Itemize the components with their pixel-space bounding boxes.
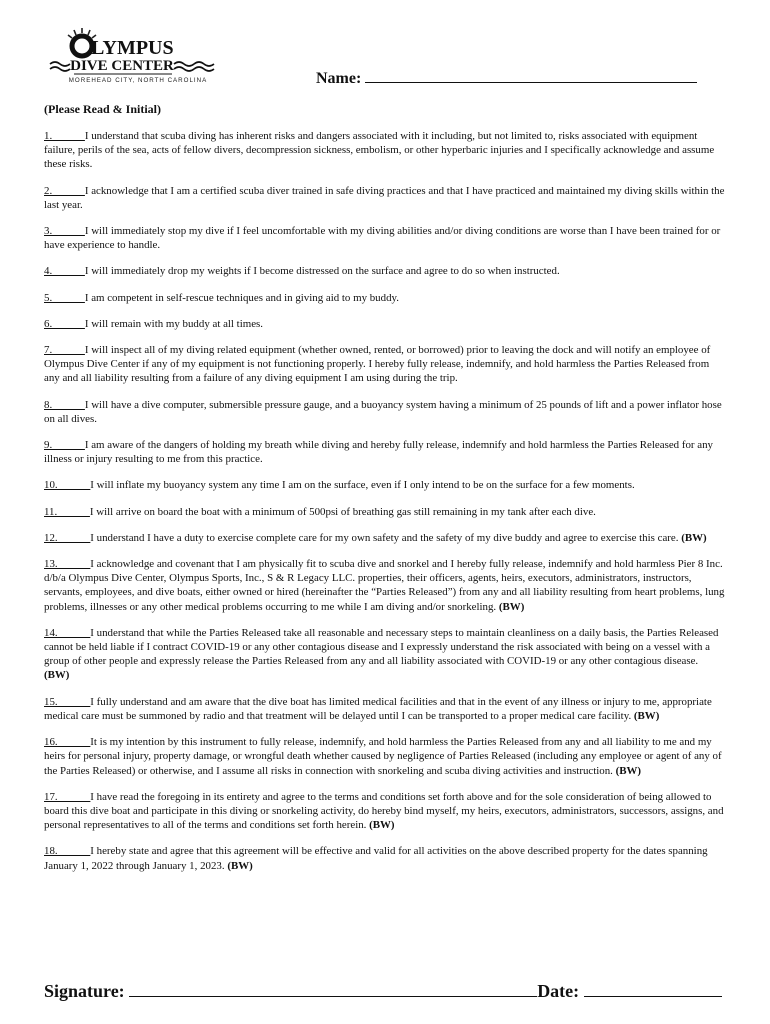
clause-5	[44, 291, 726, 305]
clause-text: I will immediately drop my weights if I become distressed on the surface and agree to do so when instructed.	[84, 265, 560, 278]
clause-tag: (BW)	[498, 600, 525, 613]
clause-text: I will inspect all of my diving related equipment (whether owned, rented, or borrowed) prior to leaving the dock and will notify an employee of Olympus Dive Center if any of my equipment is not functioning properly. I hereby fully release, indemnify, and hold harmless the Parties Released from any and all liability resulting from a failure of any diving equipment I am using during the trip.	[44, 344, 711, 385]
clause-tag: (BW)	[681, 531, 707, 544]
initial-blank[interactable]: 14.______	[44, 626, 91, 639]
initial-blank[interactable]: 18.______	[44, 845, 91, 858]
initial-blank[interactable]: 13.______	[44, 558, 91, 571]
read-initial-instruction: (Please Read & Initial)	[44, 102, 161, 116]
olympus-logo-graphic	[44, 26, 234, 86]
initial-blank[interactable]: 2.______	[44, 184, 85, 197]
initial-blank[interactable]: 5.______	[44, 291, 85, 304]
clause-text: I will have a dive computer, submersible pressure gauge, and a buoyancy system having a minimum of 25 pounds of lift and a power inflator hose on all dives.	[44, 398, 722, 425]
initial-blank[interactable]: 3.______	[44, 225, 85, 238]
clause-text: I acknowledge that I am a certified scuba diver trained in safe diving practices and that I have practiced and maintained my diving skills within the last year.	[44, 184, 725, 211]
initial-blank[interactable]: 8.______	[44, 398, 85, 411]
initial-blank[interactable]: 15.______	[44, 695, 91, 708]
name-blank[interactable]	[365, 68, 697, 83]
clause-text: I have read the foregoing in its entirety and agree to the terms and conditions set forth above and for the sole consideration of being allowed to board this dive boat and participate in this diving or snorkeling activity, do hereby bind myself, my heirs, executors, administrators, successors, assigns, and personal representatives to all of the terms and conditions set forth herein.	[44, 790, 724, 832]
clause-text: I will arrive on board the boat with a minimum of 500psi of breathing gas still remaining in my tank after each dive.	[89, 505, 596, 518]
clause-text: I am aware of the dangers of holding my breath while diving and hereby fully release, indemnify and hold harmless the Parties Released for any illness or injury resulting to me from this practice.	[44, 439, 713, 466]
clause-text: I will inflate my buoyancy system any time I am on the surface, even if I only intend to be on the surface for a few moments.	[90, 479, 635, 492]
clause-9	[44, 438, 726, 466]
clause-13	[44, 557, 726, 614]
clause-11	[44, 505, 726, 519]
initial-blank[interactable]: 16.______	[44, 736, 91, 749]
date-blank[interactable]	[584, 980, 722, 997]
clause-text: I am competent in self-rescue techniques and in giving aid to my buddy.	[84, 291, 399, 304]
clause-text: I understand that scuba diving has inherent risks and dangers associated with it including, but not limited to, risks associated with equipment failure, perils of the sea, acts of fellow divers, decompression sickness, embolism, or other hyperbaric injuries and I specifically acknowledge and assume these risks.	[44, 130, 715, 171]
logo-name-top: LYMPUS	[91, 37, 174, 59]
clause-15	[44, 695, 726, 723]
date-label: Date:	[537, 981, 580, 1001]
signature-label: Signature:	[44, 981, 125, 1001]
clause-text: I understand that while the Parties Released take all reasonable and necessary steps to maintain cleanliness on a daily basis, the Parties Released cannot be held liable if I contract COVID-19 or any other contagious disease and I expressly understand the risk associated with being on a vessel with a group of other people and expressly release the Parties Released from any and all liability associated with COVID-19 or any other contagious disease.	[44, 626, 719, 668]
clause-text: I will remain with my buddy at all times.	[84, 317, 263, 330]
clause-text: I hereby state and agree that this agreement will be effective and valid for all activities on the above described property for the dates spanning January 1, 2022 through January 1, 2023.	[44, 845, 708, 872]
waiver-clauses	[44, 129, 726, 873]
clause-1	[44, 129, 726, 172]
initial-blank[interactable]: 6.______	[44, 317, 85, 330]
name-label: Name:	[316, 70, 362, 87]
clause-12	[44, 531, 726, 545]
initial-blank[interactable]: 10.______	[44, 479, 91, 492]
clause-text: I understand I have a duty to exercise complete care for my own safety and the safety of my dive buddy and agree to exercise this care.	[90, 531, 679, 544]
clause-text: I acknowledge and covenant that I am physically fit to scuba dive and snorkel and I hereby fully release, indemnify and hold harmless Pier 8 Inc. d/b/a Olympus Dive Center, Olympus Sports, Inc., S & R Legacy LLC. properties, their officers, agents, heirs, executors, administrators, instructors, servants, employees, and dive boats, either owned or hired (hereinafter the “Parties Released”) from any and all liability resulting from heart problems, lung problems, illnesses or any other medical problems occurring to me while I am diving and/or snorkeling.	[44, 558, 725, 613]
clause-3	[44, 224, 726, 252]
logo-name-bottom: DIVE CENTER	[70, 58, 174, 74]
clause-tag: (BW)	[227, 859, 253, 872]
clause-18	[44, 844, 726, 872]
clause-text: I fully understand and am aware that the dive boat has limited medical facilities and that in the event of any illness or injury to me, appropriate medical care must be summoned by radio and that treatment will be delayed until I can be transported to a proper medical care facility.	[44, 695, 712, 722]
name-field[interactable]	[316, 68, 697, 88]
clause-tag: (BW)	[369, 819, 395, 832]
initial-blank[interactable]: 9.______	[44, 439, 85, 452]
clause-16	[44, 735, 726, 778]
clause-7	[44, 343, 726, 386]
olympus-logo	[44, 26, 234, 86]
initial-blank[interactable]: 4.______	[44, 265, 85, 278]
initial-blank[interactable]: 1.______	[44, 130, 85, 142]
clause-8	[44, 398, 726, 426]
initial-blank[interactable]: 17.______	[44, 790, 91, 803]
clause-4	[44, 264, 726, 278]
signature-blank[interactable]	[129, 980, 537, 997]
signature-row	[44, 980, 722, 1002]
clause-text: I will immediately stop my dive if I feel uncomfortable with my diving abilities and/or diving conditions are worse than I have been trained for or have experience to handle.	[44, 225, 721, 252]
clause-tag: (BW)	[633, 709, 660, 722]
clause-2	[44, 184, 726, 212]
clause-10	[44, 478, 726, 492]
initial-blank[interactable]: 7.______	[44, 344, 85, 357]
clause-14	[44, 626, 726, 683]
clause-tag: (BW)	[44, 669, 70, 682]
initial-blank[interactable]: 12.______	[44, 531, 91, 544]
clause-text: It is my intention by this instrument to fully release, indemnify, and hold harmless the Parties Released from any and all liability to me and my heirs for personal injury, property damage, or wrongful death whether caused by negligence of Parties Released (including any employee or agent of any of the Parties Released) or otherwise, and I assume all risks in connection with snorkeling and scuba diving activities and instruction.	[44, 736, 722, 777]
clause-tag: (BW)	[615, 764, 642, 777]
initial-blank[interactable]: 11.______	[44, 505, 90, 518]
logo-location: MOREHEAD CITY, NORTH CAROLINA	[68, 77, 208, 84]
clause-6	[44, 317, 726, 331]
clause-17	[44, 790, 726, 833]
